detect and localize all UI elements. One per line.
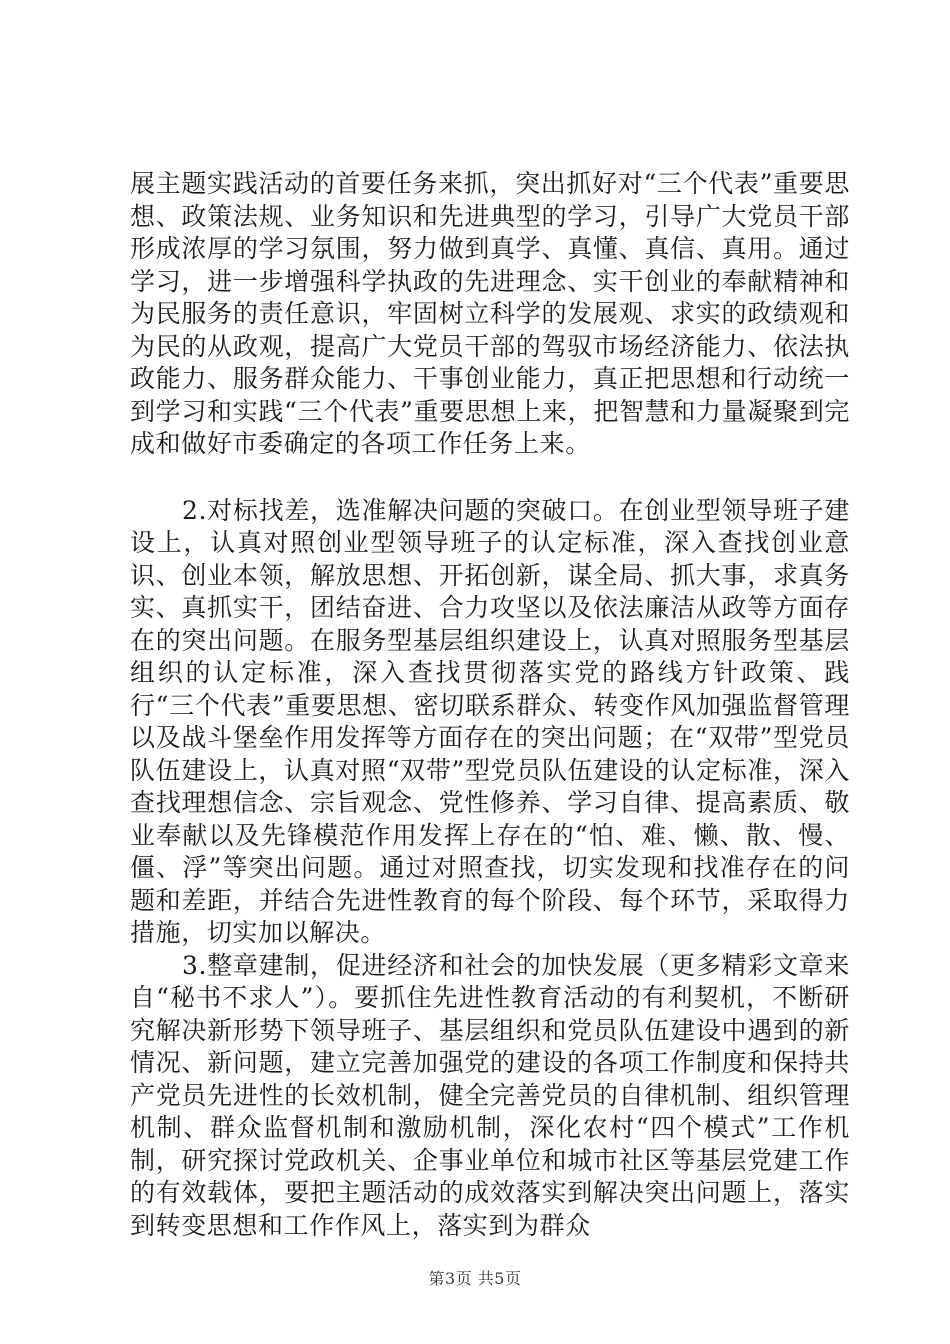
paragraph-gap bbox=[130, 461, 850, 495]
document-body bbox=[130, 168, 850, 1242]
page-footer: 第3页 共5页 bbox=[428, 1269, 522, 1288]
paragraph-continuation: 展主题实践活动的首要任务来抓，突出抓好对“三个代表”重要思想、政策法规、业务知识和先进典型的学习，引导广大党员干部形成浓厚的学习氛围，努力做到真学、真懂、真信、真用。通过学习，进一步增强科学执政的先进理念、实干创业的奉献精神和为民服务的责任意识，牢固树立科学的发展观、求实的政绩观和为民的从政观，提高广大党员干部的驾驭市场经济能力、依法执政能力、服务群众能力、干事创业能力，真正把思想和行动统一到学习和实践“三个代表”重要思想上来，把智慧和力量凝聚到完成和做好市委确定的各项工作任务上来。 bbox=[130, 169, 850, 458]
paragraph-item-2: 2.对标找差，选准解决问题的突破口。在创业型领导班子建设上，认真对照创业型领导班子的认定标准，深入查找创业意识、创业本领，解放思想、开拓创新，谋全局、抓大事，求真务实、真抓实干，团结奋进、合力攻坚以及依法廉洁从政等方面存在的突出问题。在服务型基层组织建设上，认真对照服务型基层组织的认定标准，深入查找贯彻落实党的路线方针政策、践行“三个代表”重要思想、密切联系群众、转变作风加强监督管理以及战斗堡垒作用发挥等方面存在的突出问题；在“双带”型党员队伍建设上，认真对照“双带”型党员队伍建设的认定标准，深入查找理想信念、宗旨观念、党性修养、学习自律、提高素质、敬业奉献以及先锋模范作用发挥上存在的“怕、难、懒、散、慢、僵、浮”等突出问题。通过对照查找，切实发现和找准存在的问题和差距，并结合先进性教育的每个阶段、每个环节，采取得力措施，切实加以解决。 bbox=[130, 495, 850, 947]
paragraph-item-3: 3.整章建制，促进经济和社会的加快发展（更多精彩文章来自“秘书不求人”）。要抓住先进性教育活动的有利契机，不断研究解决新形势下领导班子、基层组织和党员队伍建设中遇到的新情况、新问题，建立完善加强党的建设的各项工作制度和保持共产党员先进性的长效机制，健全完善党员的自律机制、组织管理机制、群众监督机制和激励机制，深化农村“四个模式”工作机制，研究探讨党政机关、企事业单位和城市社区等基层党建工作的有效载体，要把主题活动的成效落实到解决突出问题上，落实到转变思想和工作作风上，落实到为群众 bbox=[130, 950, 850, 1240]
